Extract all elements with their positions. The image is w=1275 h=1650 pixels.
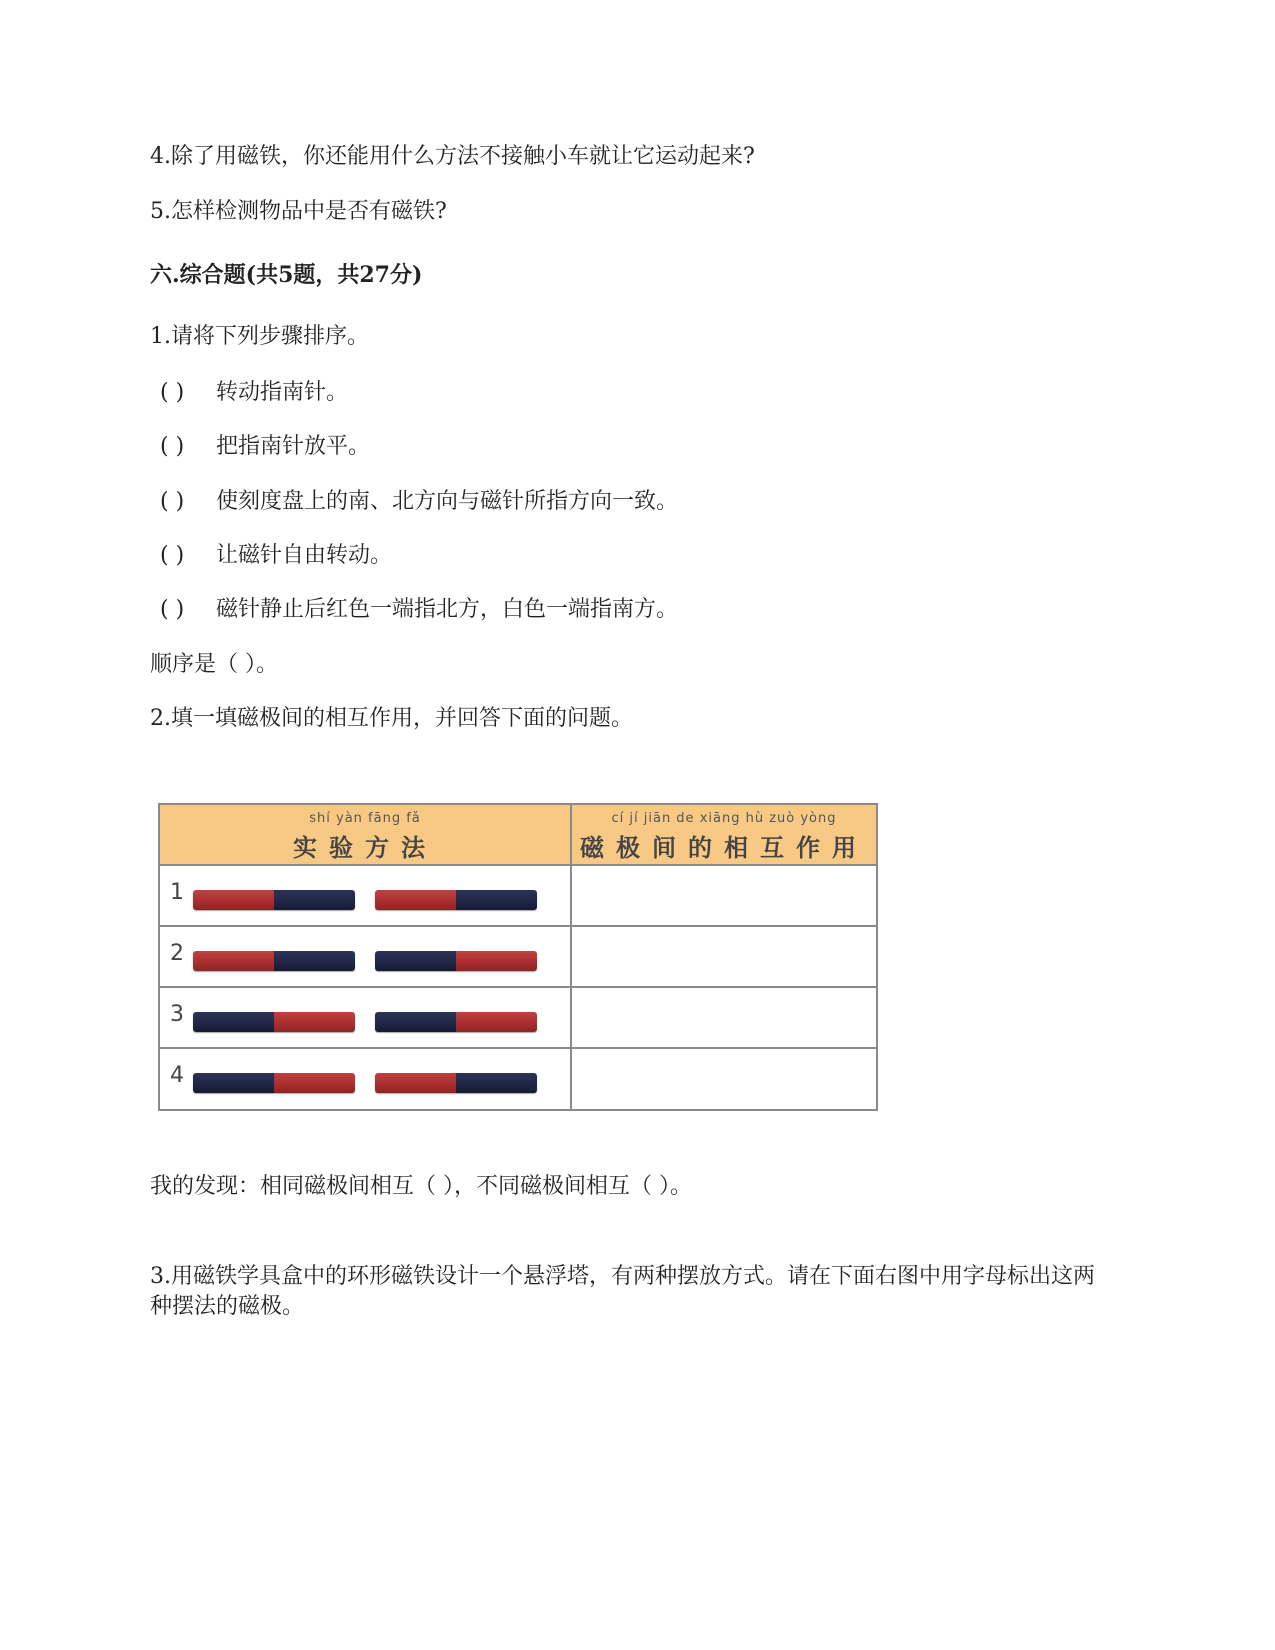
magnet-blue-pole xyxy=(375,1012,456,1032)
answer-blank: ( ) xyxy=(160,543,185,568)
magnet-blue-pole xyxy=(193,1073,274,1093)
magnet-red-pole xyxy=(456,1012,537,1032)
answer-blank: ( ) xyxy=(160,380,185,405)
answer-blank: ( ) xyxy=(160,434,185,459)
q1-prompt: 1.请将下列步骤排序。 xyxy=(150,324,369,349)
bar-magnet xyxy=(375,951,537,971)
row-number: 1 xyxy=(170,880,184,905)
q1-option-5 xyxy=(160,595,678,625)
magnet-red-pole xyxy=(274,1073,355,1093)
bar-magnet xyxy=(193,951,355,971)
answer-blank: ( ) xyxy=(160,597,185,622)
magnet-red-pole xyxy=(193,890,274,910)
q3-prompt: 3.用磁铁学具盒中的环形磁铁设计一个悬浮塔，有两种摆放方式。请在下面右图中用字母标出这两种摆法的磁极。 xyxy=(150,1264,1095,1319)
option-text: 让磁针自由转动。 xyxy=(216,543,393,568)
magnet-red-pole xyxy=(375,1073,456,1093)
magnet-blue-pole xyxy=(456,1073,537,1093)
q1-option-4 xyxy=(160,541,392,571)
magnet-red-pole xyxy=(456,951,537,971)
bar-magnet xyxy=(193,890,355,910)
q1-option-1 xyxy=(160,378,348,408)
magnet-red-pole xyxy=(193,951,274,971)
q2-finding: 我的发现：相同磁极间相互（ ），不同磁极间相互（ ）。 xyxy=(150,1174,692,1199)
question-5: 5.怎样检测物品中是否有磁铁? xyxy=(150,199,447,224)
question-4: 4.除了用磁铁，你还能用什么方法不接触小车就让它运动起来? xyxy=(150,144,755,169)
bar-magnet xyxy=(375,890,537,910)
magnet-red-pole xyxy=(375,890,456,910)
q2-prompt: 2.填一填磁极间的相互作用，并回答下面的问题。 xyxy=(150,706,633,731)
bar-magnet xyxy=(375,1073,537,1093)
header-method xyxy=(160,805,570,864)
section-title: 六.综合题(共5题，共27分) xyxy=(150,262,423,288)
option-text: 使刻度盘上的南、北方向与磁针所指方向一致。 xyxy=(216,489,679,514)
row-number: 4 xyxy=(170,1063,184,1088)
header-interaction-pinyin: cí jí jiān de xiāng hù zuò yòng xyxy=(611,811,837,826)
header-interaction xyxy=(572,805,876,864)
magnet-blue-pole xyxy=(274,890,355,910)
q1-answer-line: 顺序是（ ）。 xyxy=(150,652,278,677)
table-header xyxy=(160,805,876,866)
option-text: 磁针静止后红色一端指北方，白色一端指南方。 xyxy=(216,597,679,622)
answer-blank: ( ) xyxy=(160,489,185,514)
header-interaction-text: 磁极间的相互作用 xyxy=(580,833,868,862)
table-row xyxy=(160,1049,876,1109)
q1-option-3 xyxy=(160,487,678,517)
option-text: 把指南针放平。 xyxy=(216,434,371,459)
q1-option-2 xyxy=(160,432,370,462)
bar-magnet xyxy=(193,1012,355,1032)
bar-magnet xyxy=(375,1012,537,1032)
table-row xyxy=(160,927,876,987)
magnet-blue-pole xyxy=(456,890,537,910)
bar-magnet xyxy=(193,1073,355,1093)
magnet-blue-pole xyxy=(274,951,355,971)
row-number: 2 xyxy=(170,941,184,966)
table-row xyxy=(160,988,876,1048)
table-row xyxy=(160,866,876,926)
row-number: 3 xyxy=(170,1002,184,1027)
option-text: 转动指南针。 xyxy=(216,380,349,405)
magnet-blue-pole xyxy=(375,951,456,971)
header-method-text: 实验方法 xyxy=(293,833,437,862)
header-method-pinyin: shí yàn fāng fǎ xyxy=(309,811,421,826)
magnet-interaction-table xyxy=(158,803,878,1111)
magnet-red-pole xyxy=(274,1012,355,1032)
magnet-blue-pole xyxy=(193,1012,274,1032)
